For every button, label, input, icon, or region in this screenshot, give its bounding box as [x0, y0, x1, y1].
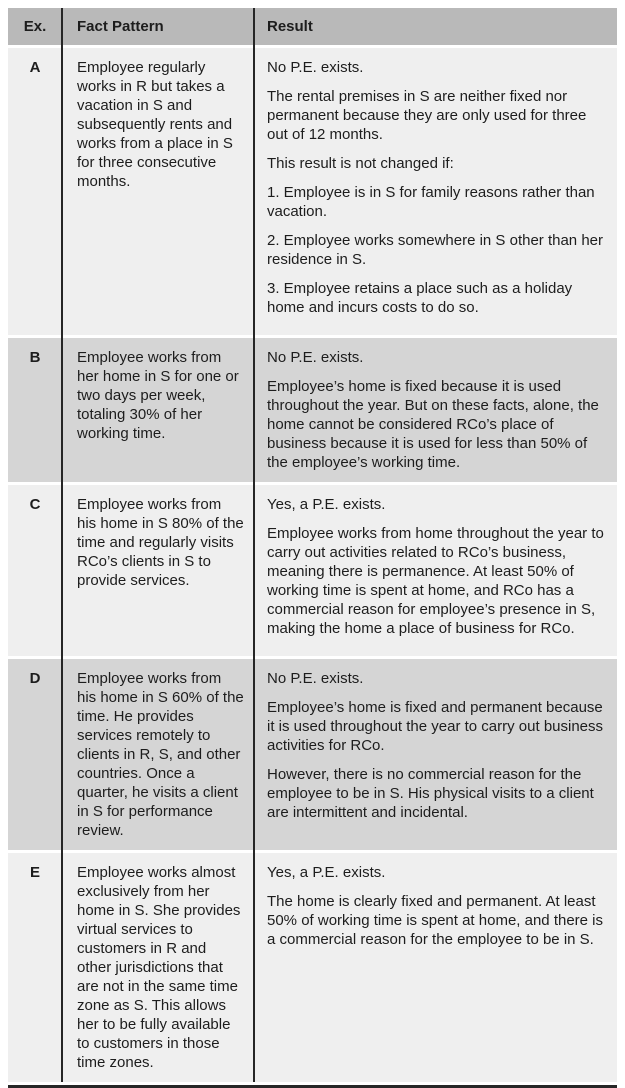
cell-result — [254, 48, 617, 335]
result-paragraph: No P.E. exists. — [267, 349, 364, 366]
table-row-e — [8, 853, 617, 1082]
result-paragraph: 2. Employee works somewhere in S other than her residence in S. — [267, 232, 603, 268]
column-header-fact-pattern: Fact Pattern — [77, 18, 164, 35]
cell-result — [254, 485, 617, 656]
result-paragraph: Yes, a P.E. exists. — [267, 864, 386, 881]
table-row-a — [8, 48, 617, 335]
fact-pattern-result-table — [8, 8, 617, 1088]
result-paragraph: No P.E. exists. — [267, 670, 364, 687]
cell-fact-pattern: Employee regularly works in R but takes a vacation in S and subsequently rents and works from a place in S for three consecutive months. — [77, 59, 233, 190]
table-row-d — [8, 659, 617, 850]
table-row-b — [8, 338, 617, 482]
column-divider-fact-result — [253, 8, 255, 1082]
result-paragraph: No P.E. exists. — [267, 59, 364, 76]
cell-result — [254, 659, 617, 850]
cell-ex: B — [29, 349, 41, 366]
cell-ex: E — [29, 864, 40, 881]
result-paragraph: Employee works from home throughout the year to carry out activities related to RCo’s business, meaning there is permanence. At least 50% of working time is spent at home, and RCo has a commercial reason for employee’s presence in S, making the home a place of business for RCo. — [267, 525, 604, 637]
cell-result — [254, 853, 617, 1082]
column-header-ex: Ex. — [23, 18, 47, 35]
table-rows — [8, 8, 617, 1082]
cell-result — [254, 338, 617, 482]
result-paragraph: Employee’s home is fixed because it is used throughout the year. But on these facts, alone, the home cannot be considered RCo’s place of business because it is used for less than 50% of the employee’s working time. — [267, 378, 599, 471]
result-paragraph: However, there is no commercial reason for the employee to be in S. His physical visits to a client are intermittent and incidental. — [267, 766, 594, 821]
result-paragraph: This result is not changed if: — [267, 155, 454, 172]
cell-fact-pattern: Employee works almost exclusively from her home in S. She provides virtual services to customers in R and other jurisdictions that are not in the same time zone as S. This allows her to be fully available to customers in those time zones. — [77, 864, 241, 1071]
cell-fact-pattern: Employee works from his home in S 80% of the time and regularly visits RCo’s clients in S to provide services. — [77, 496, 244, 589]
result-paragraph: The home is clearly fixed and permanent. At least 50% of working time is spent at home, and there is a commercial reason for the employee to be in S. — [267, 893, 604, 948]
result-paragraph: Employee’s home is fixed and permanent because it is used throughout the year to carry out business activities for RCo. — [267, 699, 604, 754]
result-paragraph: 1. Employee is in S for family reasons rather than vacation. — [267, 184, 595, 220]
cell-ex: A — [29, 59, 41, 76]
header-row — [8, 8, 617, 45]
result-paragraph: The rental premises in S are neither fixed nor permanent because they are only used for three out of 12 months. — [267, 88, 587, 143]
result-paragraph: Yes, a P.E. exists. — [267, 496, 386, 513]
cell-ex: D — [29, 670, 41, 687]
column-header-result: Result — [267, 18, 313, 35]
column-divider-ex-fact — [61, 8, 63, 1082]
cell-fact-pattern: Employee works from her home in S for one or two days per week, totaling 30% of her working time. — [77, 349, 239, 442]
table-row-c — [8, 485, 617, 656]
cell-ex: C — [29, 496, 41, 513]
result-paragraph: 3. Employee retains a place such as a holiday home and incurs costs to do so. — [267, 280, 573, 316]
cell-fact-pattern: Employee works from his home in S 60% of the time. He provides services remotely to clients in R, S, and other countries. Once a quarter, he visits a client in S for performance review. — [77, 670, 244, 839]
